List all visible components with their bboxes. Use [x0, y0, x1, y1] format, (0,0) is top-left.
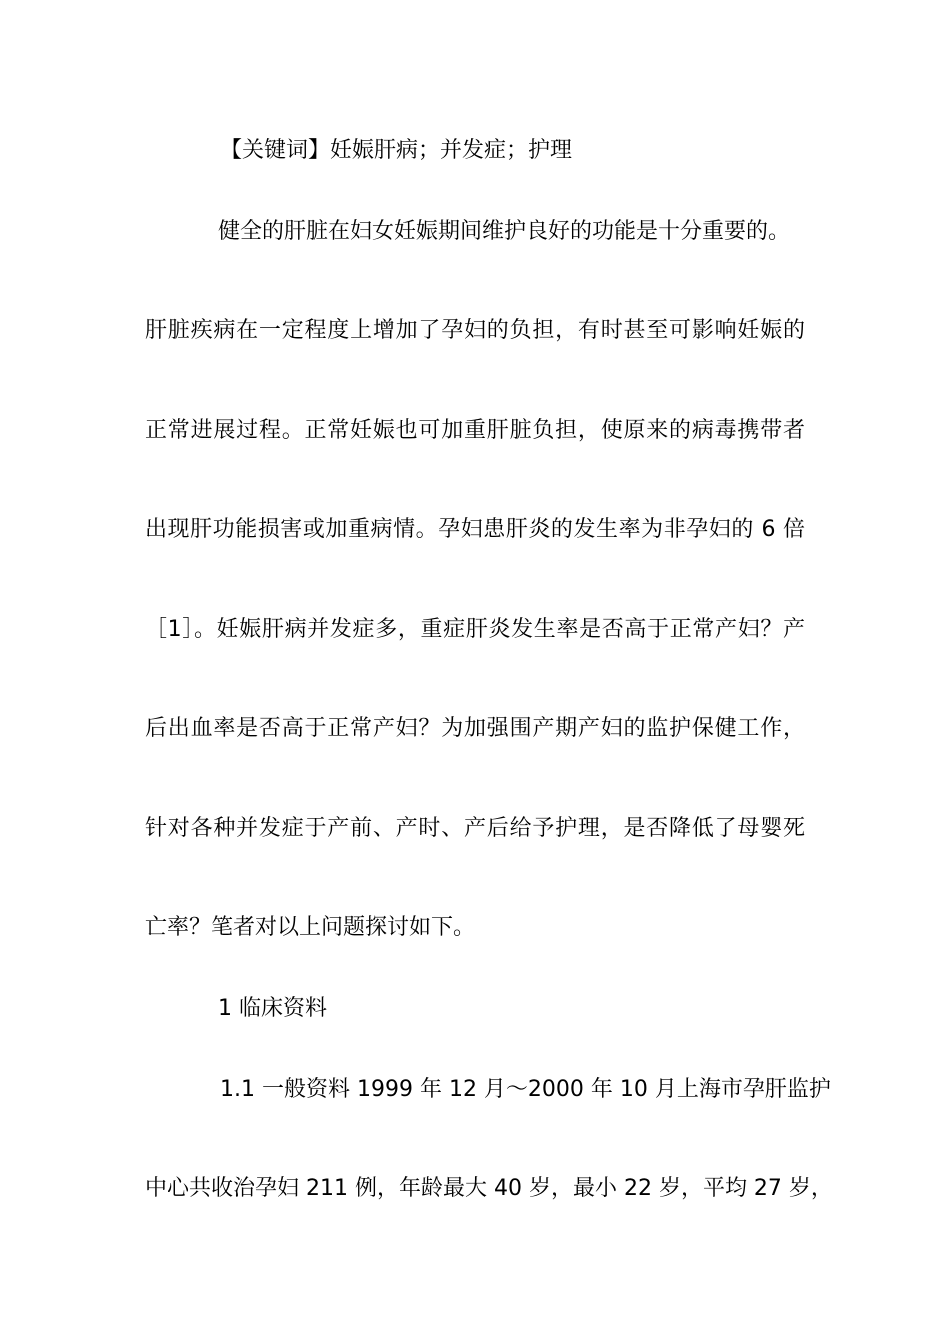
keywords-line: 【关键词】妊娠肝病；并发症；护理 [220, 138, 573, 163]
paragraph-line: 正常进展过程。正常妊娠也可加重肝脏负担，使原来的病毒携带者 [145, 418, 805, 443]
paragraph-line: 1.1 一般资料 1999 年 12 月～2000 年 10 月上海市孕肝监护 [220, 1077, 831, 1102]
paragraph-line: 后出血率是否高于正常产妇？为加强围产期产妇的监护保健工作， [145, 716, 805, 741]
paragraph-line: 肝脏疾病在一定程度上增加了孕妇的负担，有时甚至可影响妊娠的 [145, 318, 805, 343]
paragraph-line: 亡率？笔者对以上问题探讨如下。 [145, 915, 476, 940]
section-heading: 1 临床资料 [218, 996, 327, 1021]
paragraph-line: 中心共收治孕妇 211 例，年龄最大 40 岁，最小 22 岁，平均 27 岁， [145, 1176, 833, 1201]
paragraph-line: 针对各种并发症于产前、产时、产后给予护理，是否降低了母婴死 [145, 816, 805, 841]
paragraph-line: 健全的肝脏在妇女妊娠期间维护良好的功能是十分重要的。 [218, 219, 791, 244]
paragraph-line: 出现肝功能损害或加重病情。孕妇患肝炎的发生率为非孕妇的 6 倍 [145, 517, 805, 542]
paragraph-line: ［1］。妊娠肝病并发症多，重症肝炎发生率是否高于正常产妇？产 [145, 617, 805, 642]
